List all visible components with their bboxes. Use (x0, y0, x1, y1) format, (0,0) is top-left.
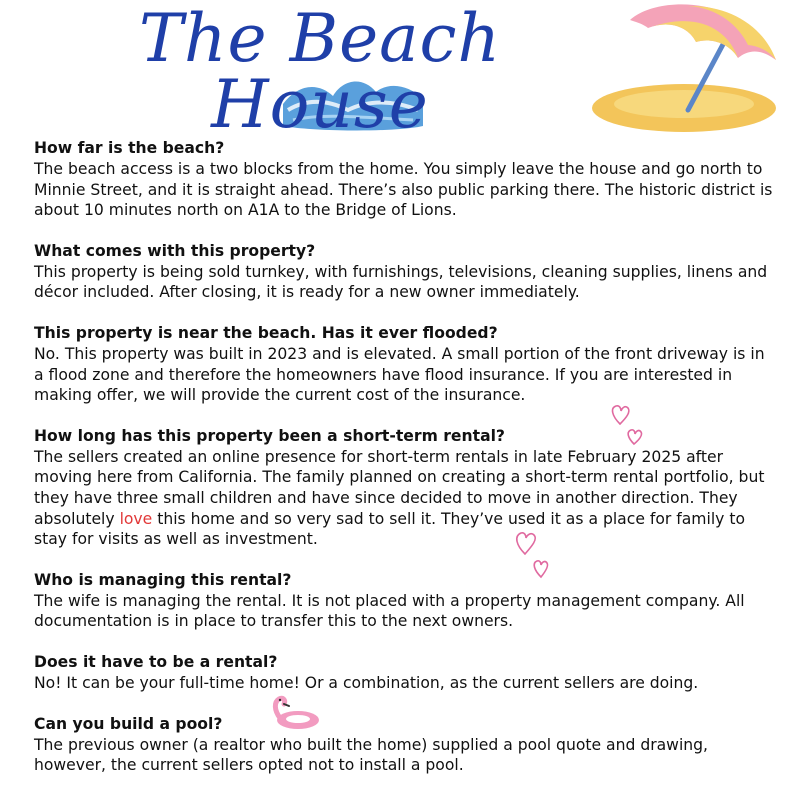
heart-icon (608, 402, 648, 448)
faq-item (34, 570, 774, 632)
faq-question: Can you build a pool? (34, 714, 223, 733)
faq-item (34, 714, 774, 776)
faq-answer-part: this home and so very sad to sell it. They’ve used it as a place for family to stay for visits as well as investment. (34, 509, 746, 549)
faq-answer: The previous owner (a realtor who built the home) supplied a pool quote and drawing, however, the current sellers opted not to install a pool. (34, 735, 709, 775)
heart-icon (512, 528, 556, 580)
faq-answer-part: The sellers created an online presence for short-term rentals in late February 2025 after moving here from California. The family planned on creating a short-term rental portfolio, but they have three small children and have since decided to move in another direction. They absolutely (34, 447, 765, 528)
faq-question: This property is near the beach. Has it ever flooded? (34, 323, 498, 342)
faq-answer: No! It can be your full-time home! Or a combination, as the current sellers are doing. (34, 673, 699, 692)
page-title: The Beach House (139, 0, 501, 143)
faq-item (34, 323, 774, 406)
faq-answer: No. This property was built in 2023 and is elevated. A small portion of the front driveway is in a flood zone and therefore the homeowners have flood insurance. If you are interested in making offer, we will provide the current cost of the insurance. (34, 344, 765, 405)
faq-item (34, 138, 774, 221)
faq-item (34, 652, 774, 694)
faq-item (34, 426, 774, 550)
highlight-word: love (119, 509, 153, 528)
faq-question: How far is the beach? (34, 139, 225, 157)
faq-answer: The beach access is a two blocks from the home. You simply leave the house and go north to Minnie Street, and it is straight ahead. There’s also public parking there. The historic district is about 10 minutes north on A1A to the Bridge of Lions. (34, 160, 773, 220)
header (60, 0, 580, 143)
faq-answer: This property is being sold turnkey, with furnishings, televisions, cleaning supplies, linens and décor included. After closing, it is ready for a new owner immediately. (34, 262, 768, 302)
faq-question: What comes with this property? (34, 241, 316, 260)
flamingo-float-icon (266, 694, 322, 732)
beach-umbrella-icon (588, 0, 780, 140)
faq-question: How long has this property been a short-term rental? (34, 426, 505, 445)
faq-item (34, 241, 774, 303)
faq-question: Does it have to be a rental? (34, 652, 278, 671)
faq-content (34, 138, 774, 796)
faq-answer (34, 447, 774, 550)
faq-answer: The wife is managing the rental. It is not placed with a property management company. All documentation is in place to transfer this to the next owners. (34, 591, 745, 631)
faq-question: Who is managing this rental? (34, 570, 292, 589)
